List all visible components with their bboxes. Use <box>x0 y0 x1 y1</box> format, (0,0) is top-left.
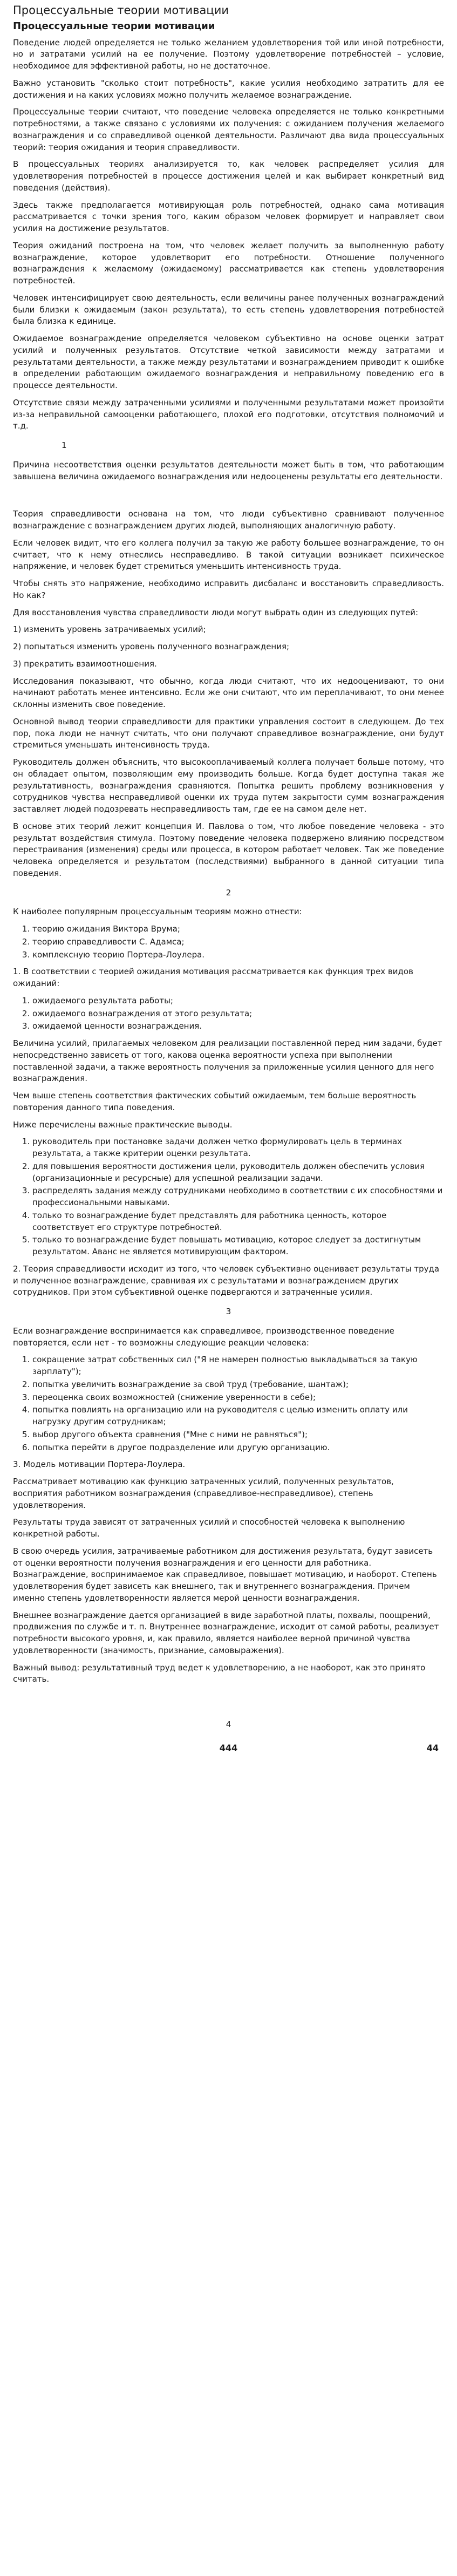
page-title: Процессуальные теории мотивации <box>13 4 229 17</box>
page-footer <box>13 1738 444 1760</box>
spacer <box>13 1691 444 1711</box>
paragraph: Результаты труда зависят от затраченных усилий и способностей человека к выполнению конкретной работы. <box>13 1517 405 1539</box>
section-part5 <box>13 1326 444 1685</box>
paragraph: Причина несоответствия оценки результатов деятельности может быть в том, что работающим завышена величина ожидаемого вознаграждения или недооценены результаты его деятельности. <box>13 459 444 481</box>
section-part4 <box>13 906 444 1299</box>
list-item: 2. попытка увеличить вознаграждение за свой труд (требование, шантаж); <box>32 1379 444 1391</box>
section-part3 <box>13 508 444 879</box>
section-number: 2 <box>226 887 231 898</box>
paragraph: Величина усилий, прилагаемых человеком для реализации поставленной перед ним задачи, будет непосредственно зависеть от того, какова оценка вероятности успеха при выполнении поставленной задачи, а также вероятность получения за приложенные усилия ценного для него вознаграждения. <box>13 1038 442 1084</box>
section-number: 1 <box>62 440 67 451</box>
list-item: 1. руководитель при постановке задачи должен четко формулировать цель в терминах результата, а также критерии оценки результата. <box>32 1136 444 1160</box>
list-item: 5. выбор другого объекта сравнения ("Мне с ними не равняться"); <box>32 1429 444 1441</box>
list-item: 4. попытка повлиять на организацию или на руководителя с целью изменить оплату или нагрузку другим сотрудникам; <box>32 1404 444 1428</box>
expectations-list <box>13 995 444 1032</box>
list-item: 1. ожидаемого результата работы; <box>32 995 444 1007</box>
paragraph: Ожидаемое вознаграждение определяется человеком субъективно на основе оценки затрат усилий и полученных результатов. Отсутствие четкой зависимости между затратами и результатами деятельности, а также между результатами и вознаграждением приводит к ошибке в определении работающим ожидаемого вознаграждения и неправильному поведению его в процессе деятельности. <box>13 334 444 391</box>
page-number-right: 44 <box>426 1742 439 1753</box>
paragraph: Чем выше степень соответствия фактических событий ожидаемым, тем больше вероятность повторения данного типа поведения. <box>13 1091 417 1112</box>
paragraph: 1. В соответствии с теорией ожидания мотивация рассматривается как функция трех видов ожиданий: <box>13 967 413 989</box>
list-item: 5. только то вознаграждение будет повышать мотивацию, которое следует за достигнутым результатом. Аванс не является мотивирующим фактором. <box>32 1234 444 1258</box>
section-number: 4 <box>226 1719 231 1730</box>
paragraph: Чтобы снять это напряжение, необходимо исправить дисбаланс и восстановить справедливость. Но как? <box>13 579 444 600</box>
paragraph: Исследования показывают, что обычно, когда люди считают, что их недооценивают, то они начинают работать менее интенсивно. Если же они считают, что им переплачивают, то они менее склонны изменить свое поведение. <box>13 676 444 710</box>
paragraph: 1) изменить уровень затрачиваемых усилий; <box>13 624 206 635</box>
paragraph: Рассматривает мотивацию как функцию затраченных усилий, полученных результатов, восприятия работником вознаграждения (справедливое-несправедливое), степень удовлетворения. <box>13 1477 394 1510</box>
paragraph: Процессуальные теории считают, что поведение человека определяется не только конкретными потребностями, а также связано с условиями их получения: с ожиданием получения желаемого вознаграждения и со справедливой оценкой деятельности. Различают два вида процессуальных теорий: теория ожидания и теория справедливости. <box>13 107 444 152</box>
list-item: 1. сокращение затрат собственных сил ("Я не намерен полностью выкладываться за такую зарплату"); <box>32 1354 444 1378</box>
paragraph: В процессуальных теориях анализируется то, как человек распределяет усилия для удовлетворения потребностей в процессе достижения целей и как выбирает конкретный вид поведения (действия). <box>13 159 444 193</box>
paragraph: В основе этих теорий лежит концепция И. Павлова о том, что любое поведение человека - это результат воздействия стимула. Поэтому поведение человека подвержено влиянию посредством перестраивания (изменения) среды или процесса, в котором работает человек. Так же поведение человека определяется и результатом (последствиями) выбранного в данной ситуации типа поведения. <box>13 821 444 878</box>
list-item: 3. ожидаемой ценности вознаграждения. <box>32 1021 444 1032</box>
list-item: 4. только то вознаграждение будет представлять для работника ценность, которое соответствует его структуре потребностей. <box>32 1210 444 1234</box>
section-part2 <box>13 459 444 483</box>
paragraph: Человек интенсифицирует свою деятельность, если величины ранее полученных вознаграждений были близки к ожидаемым (закон результата), то есть степень удовлетворения потребностей была близка к единице. <box>13 293 444 327</box>
list-item: 2. ожидаемого вознаграждения от этого результата; <box>32 1008 444 1020</box>
paragraph: Важный вывод: результативный труд ведет к удовлетворению, а не наоборот, как это принято считать. <box>13 1662 426 1684</box>
reactions-list <box>13 1354 444 1453</box>
section-number: 3 <box>226 1307 231 1317</box>
paragraph: Если человек видит, что его коллега получил за такую же работу большее вознаграждение, то он считает, что к нему отнеслись несправедливо. В такой ситуации возникает психическое напряжение, и человек будет стремиться уменьшить интенсивность труда. <box>13 538 444 572</box>
paragraph: Если вознаграждение воспринимается как справедливое, производственное поведение повторяется, если нет - то возможны следующие реакции человека: <box>13 1326 394 1348</box>
list-item: 3. распределять задания между сотрудниками необходимо в соответствии с их способностями и профессиональными навыками. <box>32 1185 444 1209</box>
conclusions-list <box>13 1136 444 1258</box>
paragraph: В свою очередь усилия, затрачиваемые работником для достижения результата, будут зависеть от оценки вероятности получения вознаграждения и его ценности для работника. Вознаграждение, воспринимаемое как справедливое, повышает мотивацию, и наоборот. Степень удовлетворения будет зависеть как внешнего, так и внутреннего вознаграждения. Причем именно степень удовлетворенности является мерой ценности вознаграждения. <box>13 1546 437 1603</box>
document-page <box>6 2 451 1760</box>
paragraph: К наиболее популярным процессуальным теориям можно отнести: <box>13 907 302 917</box>
list-item: 6. попытка перейти в другое подразделение или другую организацию. <box>32 1442 444 1454</box>
spacer <box>13 488 444 508</box>
list-item: 3. комплексную теорию Портера-Лоулера. <box>32 949 444 961</box>
paragraph: Теория справедливости основана на том, что люди субъективно сравнивают полученное вознаграждение с вознаграждением других людей, выполняющих аналогичную работу. <box>13 509 444 531</box>
list-item: 1. теорию ожидания Виктора Врума; <box>32 923 444 935</box>
paragraph: Теория ожиданий построена на том, что человек желает получить за выполненную работу вознаграждение, которое удовлетворит его потребности. Отношение полученного вознаграждения к желаемому (ожидаемому) рассматривается как степень удовлетворения потребностей. <box>13 240 444 286</box>
paragraph: 2) попытаться изменить уровень полученного вознаграждения; <box>13 642 290 652</box>
paragraph: Для восстановления чувства справедливости люди могут выбрать один из следующих путей: <box>13 607 419 617</box>
paragraph: Основной вывод теории справедливости для практики управления состоит в следующем. До тех пор, пока люди не начнут считать, что они получают справедливое вознаграждение, они будут стремиться уменьшать интенсивность труда. <box>13 716 444 750</box>
list-item: 2. теорию справедливости С. Адамса; <box>32 936 444 948</box>
paragraph: 2. Теория справедливости исходит из того, что человек субъективно оценивает результаты труда и полученное вознаграждение, сравнивая их с результатами и вознаграждением других сотрудников. При этом субъективной оценке подвергаются и затраченные усилия. <box>13 1263 440 1297</box>
list-item: 3. переоценка своих возможностей (снижение уверенности в себе); <box>32 1392 444 1404</box>
paragraph: 3) прекратить взаимоотношения. <box>13 658 157 669</box>
page-number-center: 444 <box>219 1742 238 1753</box>
list-item: 2. для повышения вероятности достижения цели, руководитель должен обеспечить условия (организационные и ресурсные) для успешной реализации задачи. <box>32 1161 444 1185</box>
section-heading: Процессуальные теории мотивации <box>13 21 215 32</box>
paragraph: Ниже перечислены важные практические выводы. <box>13 1119 233 1130</box>
theories-list <box>13 923 444 961</box>
paragraph: Поведение людей определяется не только желанием удовлетворения той или иной потребности, но и затратами усилий на ее получение. Поэтому удовлетворение потребностей – условие, необходимое для эффективной работы, но не достаточное. <box>13 37 444 71</box>
paragraph: Отсутствие связи между затраченными усилиями и полученными результатами может произойти из-за неправильной самооценки работающего, плохой его подготовки, отсутствия полномочий и т.д. <box>13 397 444 431</box>
paragraph: Руководитель должен объяснить, что высокооплачиваемый коллега получает больше потому, что он обладает опытом, позволяющим ему производить больше. Когда будет доступна такая же результативность, вознаграждения сравняются. Попытка решить проблему возникновения у сотрудников чувства несправедливой оценки их труда путем закрытости сумм вознаграждения заставляет людей подозревать несправедливость там, где ее на самом деле нет. <box>13 757 444 814</box>
paragraph: Внешнее вознаграждение дается организацией в виде заработной платы, похвалы, поощрений, продвижения по службе и т. п. Внутреннее вознаграждение, исходит от самой работы, реализует потребности высокого уровня, и, как правило, является наиболее верной причиной чувства удовлетворенности (значимость, признание, самовыражения). <box>13 1610 439 1655</box>
paragraph: 3. Модель мотивации Портера-Лоулера. <box>13 1459 186 1470</box>
section-part1 <box>13 37 444 433</box>
paragraph: Важно установить "сколько стоит потребность", какие усилия необходимо затратить для ее достижения и на каких условиях можно получить желаемое вознаграждение. <box>13 78 444 100</box>
paragraph: Здесь также предполагается мотивирующая роль потребностей, однако сама мотивация рассматривается с точки зрения того, каким образом человек формирует и направляет свои усилия на достижение результатов. <box>13 200 444 234</box>
